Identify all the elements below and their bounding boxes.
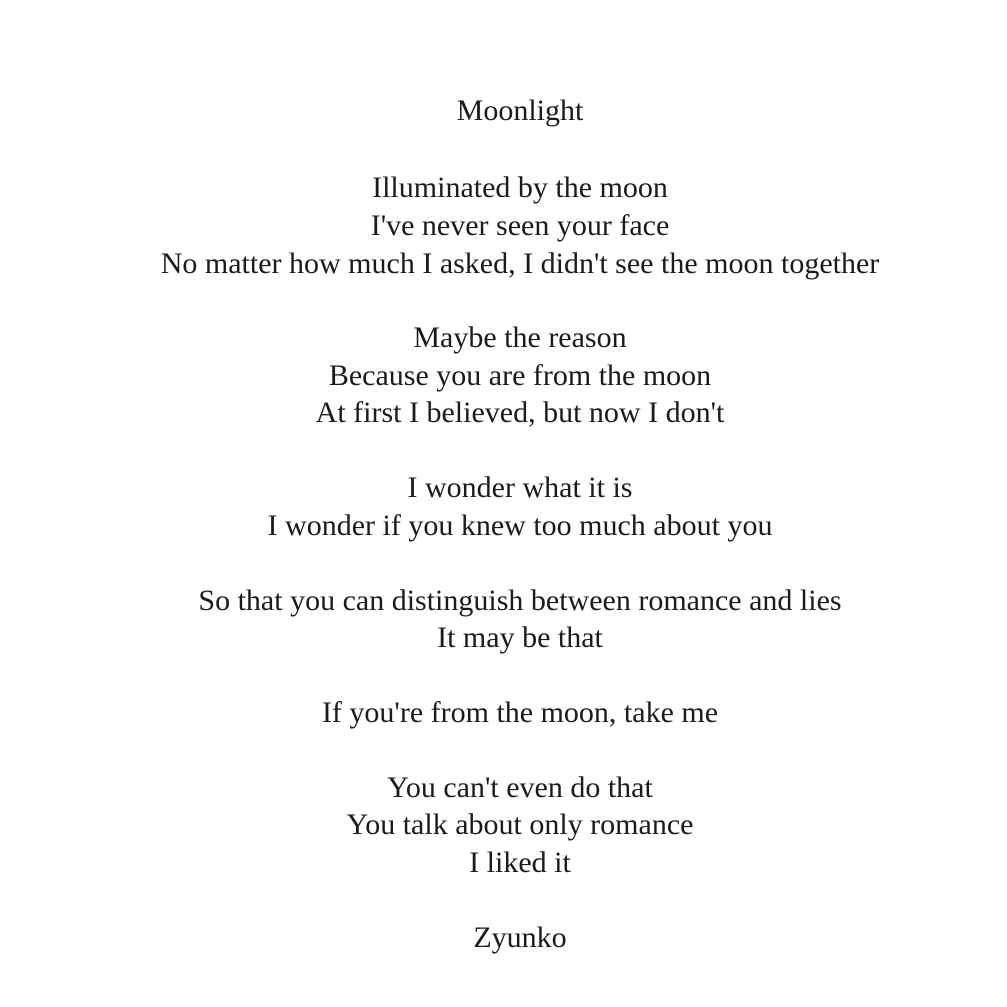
poem-line: I've never seen your face — [370, 209, 670, 242]
poem-line: It may be that — [437, 621, 603, 654]
poem-line: You can't even do that — [387, 771, 653, 804]
poem-author: Zyunko — [473, 921, 567, 954]
poem-line: Because you are from the moon — [328, 359, 712, 392]
poem-line: I liked it — [469, 846, 571, 879]
poem-line: At first I believed, but now I don't — [315, 396, 725, 429]
poem-line: If you're from the moon, take me — [321, 696, 719, 729]
poem-line: Maybe the reason — [413, 321, 627, 354]
poem-line: No matter how much I asked, I didn't see the moon together — [160, 247, 880, 280]
poem-title: Moonlight — [456, 94, 584, 127]
poem-line: You talk about only romance — [346, 808, 694, 841]
poem-line: I wonder if you knew too much about you — [267, 509, 773, 542]
poem-line: Illuminated by the moon — [372, 171, 668, 204]
poem-line: I wonder what it is — [407, 471, 633, 504]
poem-line: So that you can distinguish between romance and lies — [198, 584, 842, 617]
